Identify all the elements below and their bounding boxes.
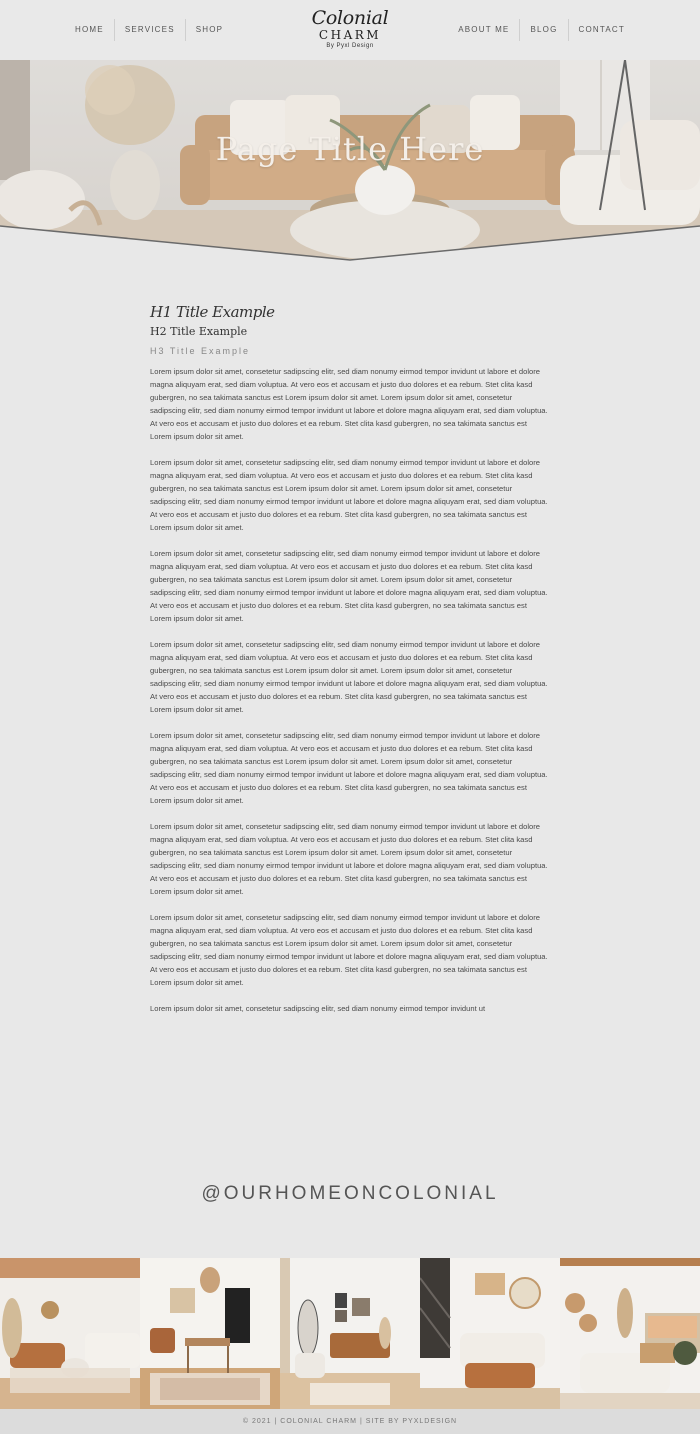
nav-about-me[interactable]: ABOUT ME [458,25,510,34]
site-footer: © 2021 | COLONIAL CHARM | SITE BY PYXLDESIGN [0,1409,700,1434]
body-paragraph: Lorem ipsum dolor sit amet, consetetur sadipscing elitr, sed diam nonumy eirmod tempor invidunt ut labore et dolore magna aliquyam erat, sed diam voluptua. At vero eos et accusam et justo duo dolores et ea rebum. Stet clita kasd gubergren, no sea takimata sanctus est Lorem ipsum dolor sit amet. Lorem ipsum dolor sit amet, consetetur sadipscing elitr, sed diam nonumy eirmod tempor invidunt ut labore et dolore magna aliquyam erat, sed diam voluptua. At vero eos et accusam et justo duo dolores et ea rebum. Stet clita kasd gubergren, no sea takimata sanctus est Lorem ipsum dolor sit amet. [150,458,548,532]
hero-banner [0,60,700,266]
instagram-feed [0,1258,700,1409]
instagram-photo[interactable] [560,1258,700,1409]
body-paragraph: Lorem ipsum dolor sit amet, consetetur sadipscing elitr, sed diam nonumy eirmod tempor invidunt ut labore et dolore magna aliquyam erat, sed diam voluptua. At vero eos et accusam et justo duo dolores et ea rebum. Stet clita kasd gubergren, no sea takimata sanctus est Lorem ipsum dolor sit amet. Lorem ipsum dolor sit amet, consetetur sadipscing elitr, sed diam nonumy eirmod tempor invidunt ut labore et dolore magna aliquyam erat, sed diam voluptua. At vero eos et accusam et justo duo dolores et ea rebum. Stet clita kasd gubergren, no sea takimata sanctus est Lorem ipsum dolor sit amet. [150,822,548,896]
logo-main-text: CHARM [318,28,382,42]
main-content [150,302,550,1015]
nav-left [65,19,233,41]
site-logo[interactable] [300,8,400,51]
nav-blog[interactable]: BLOG [530,25,558,34]
instagram-photo[interactable] [420,1258,560,1409]
h1-title: H1 Title Example [150,303,275,321]
instagram-handle-link[interactable]: @OURHOMEONCOLONIAL [201,1183,499,1204]
body-paragraph: Lorem ipsum dolor sit amet, consetetur sadipscing elitr, sed diam nonumy eirmod tempor invidunt ut labore et dolore magna aliquyam erat, sed diam voluptua. At vero eos et accusam et justo duo dolores et ea rebum. Stet clita kasd gubergren, no sea takimata sanctus est Lorem ipsum dolor sit amet. Lorem ipsum dolor sit amet, consetetur sadipscing elitr, sed diam nonumy eirmod tempor invidunt ut labore et dolore magna aliquyam erat, sed diam voluptua. At vero eos et accusam et justo duo dolores et ea rebum. Stet clita kasd gubergren, no sea takimata sanctus est Lorem ipsum dolor sit amet. [150,731,548,805]
h2-title: H2 Title Example [150,325,248,338]
body-paragraph: Lorem ipsum dolor sit amet, consetetur sadipscing elitr, sed diam nonumy eirmod tempor invidunt ut [150,1004,486,1013]
h3-title: H3 Title Example [150,346,251,356]
nav-services[interactable]: SERVICES [124,25,175,34]
nav-shop[interactable]: SHOP [195,25,224,34]
body-paragraph: Lorem ipsum dolor sit amet, consetetur sadipscing elitr, sed diam nonumy eirmod tempor invidunt ut labore et dolore magna aliquyam erat, sed diam voluptua. At vero eos et accusam et justo duo dolores et ea rebum. Stet clita kasd gubergren, no sea takimata sanctus est Lorem ipsum dolor sit amet. Lorem ipsum dolor sit amet, consetetur sadipscing elitr, sed diam nonumy eirmod tempor invidunt ut labore et dolore magna aliquyam erat, sed diam voluptua. At vero eos et accusam et justo duo dolores et ea rebum. Stet clita kasd gubergren, no sea takimata sanctus est Lorem ipsum dolor sit amet. [150,913,548,987]
nav-home[interactable]: HOME [75,25,104,34]
instagram-photo[interactable] [140,1258,280,1409]
nav-right [448,19,635,41]
body-paragraph: Lorem ipsum dolor sit amet, consetetur sadipscing elitr, sed diam nonumy eirmod tempor invidunt ut labore et dolore magna aliquyam erat, sed diam voluptua. At vero eos et accusam et justo duo dolores et ea rebum. Stet clita kasd gubergren, no sea takimata sanctus est Lorem ipsum dolor sit amet. Lorem ipsum dolor sit amet, consetetur sadipscing elitr, sed diam nonumy eirmod tempor invidunt ut labore et dolore magna aliquyam erat, sed diam voluptua. At vero eos et accusam et justo duo dolores et ea rebum. Stet clita kasd gubergren, no sea takimata sanctus est Lorem ipsum dolor sit amet. [150,367,548,441]
body-paragraph: Lorem ipsum dolor sit amet, consetetur sadipscing elitr, sed diam nonumy eirmod tempor invidunt ut labore et dolore magna aliquyam erat, sed diam voluptua. At vero eos et accusam et justo duo dolores et ea rebum. Stet clita kasd gubergren, no sea takimata sanctus est Lorem ipsum dolor sit amet. Lorem ipsum dolor sit amet, consetetur sadipscing elitr, sed diam nonumy eirmod tempor invidunt ut labore et dolore magna aliquyam erat, sed diam voluptua. At vero eos et accusam et justo duo dolores et ea rebum. Stet clita kasd gubergren, no sea takimata sanctus est Lorem ipsum dolor sit amet. [150,549,548,623]
instagram-photo[interactable] [0,1258,140,1409]
logo-sub-text: By Pyxl Design [326,43,374,49]
page-title: Page Title Here [215,130,485,168]
instagram-photo[interactable] [280,1258,420,1409]
logo-script-text: Colonial [311,7,389,29]
body-paragraph: Lorem ipsum dolor sit amet, consetetur sadipscing elitr, sed diam nonumy eirmod tempor invidunt ut labore et dolore magna aliquyam erat, sed diam voluptua. At vero eos et accusam et justo duo dolores et ea rebum. Stet clita kasd gubergren, no sea takimata sanctus est Lorem ipsum dolor sit amet. Lorem ipsum dolor sit amet, consetetur sadipscing elitr, sed diam nonumy eirmod tempor invidunt ut labore et dolore magna aliquyam erat, sed diam voluptua. At vero eos et accusam et justo duo dolores et ea rebum. Stet clita kasd gubergren, no sea takimata sanctus est Lorem ipsum dolor sit amet. [150,640,548,714]
site-header [0,0,700,60]
nav-contact[interactable]: CONTACT [578,25,625,34]
